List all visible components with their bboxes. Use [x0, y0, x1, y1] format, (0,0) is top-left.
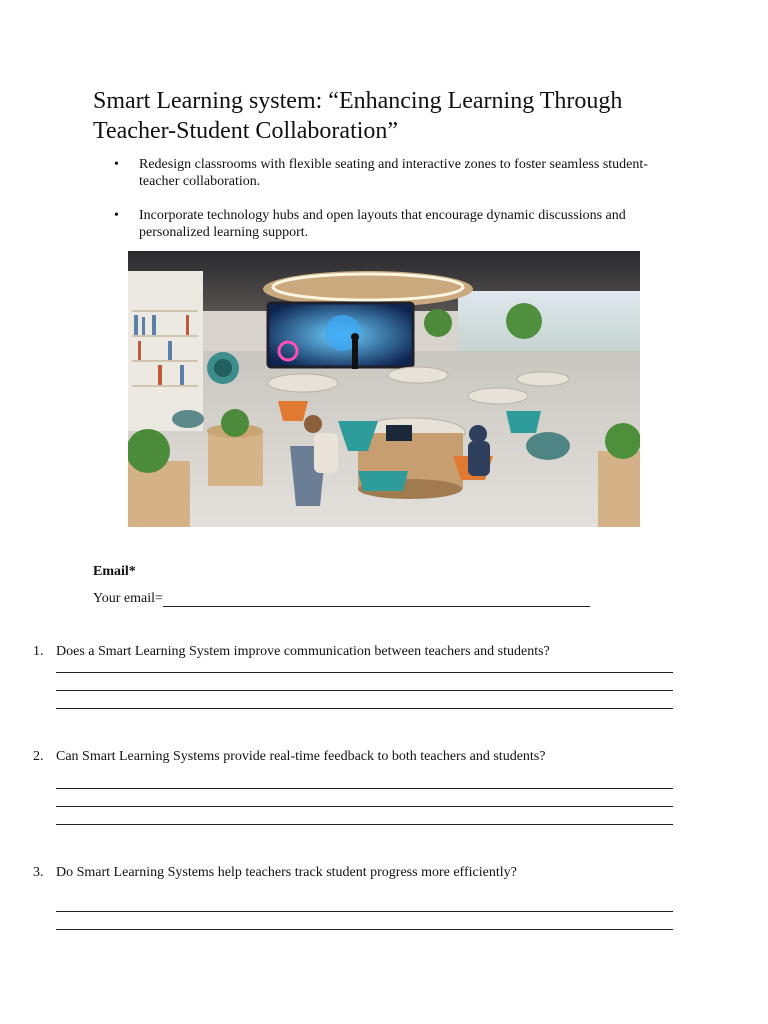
bullet-item: [114, 156, 654, 190]
bullet-icon: •: [114, 157, 119, 172]
answer-line[interactable]: [56, 824, 673, 825]
answer-line[interactable]: [56, 929, 673, 930]
email-prefix: Your email=: [93, 591, 163, 606]
answer-line[interactable]: [56, 708, 673, 709]
question-text: Does a Smart Learning System improve communication between teachers and students?: [56, 644, 550, 659]
bullet-item: [114, 207, 654, 241]
answer-line[interactable]: [56, 806, 673, 807]
question-text: Can Smart Learning Systems provide real-time feedback to both teachers and students?: [56, 749, 546, 764]
question-text: Do Smart Learning Systems help teachers track student progress more efficiently?: [56, 865, 517, 880]
answer-line[interactable]: [56, 690, 673, 691]
bullet-text: Redesign classrooms with flexible seating and interactive zones to foster seamless student-teacher collaboration.: [139, 157, 648, 189]
question-number: 3.: [33, 865, 44, 880]
email-label: Email*: [93, 564, 136, 579]
question-number: 2.: [33, 749, 44, 764]
email-answer-line[interactable]: [163, 592, 590, 607]
answer-line[interactable]: [56, 788, 673, 789]
email-field[interactable]: [93, 591, 590, 607]
bullet-list: [114, 156, 654, 258]
question-number: 1.: [33, 644, 44, 659]
classroom-illustration: [128, 251, 640, 527]
document-title: Smart Learning system: “Enhancing Learning Through Teacher-Student Collaboration”: [93, 88, 623, 144]
bullet-icon: •: [114, 208, 119, 223]
bullet-text: Incorporate technology hubs and open layouts that encourage dynamic discussions and personalized learning support.: [139, 208, 626, 240]
answer-line[interactable]: [56, 911, 673, 912]
answer-line[interactable]: [56, 672, 673, 673]
